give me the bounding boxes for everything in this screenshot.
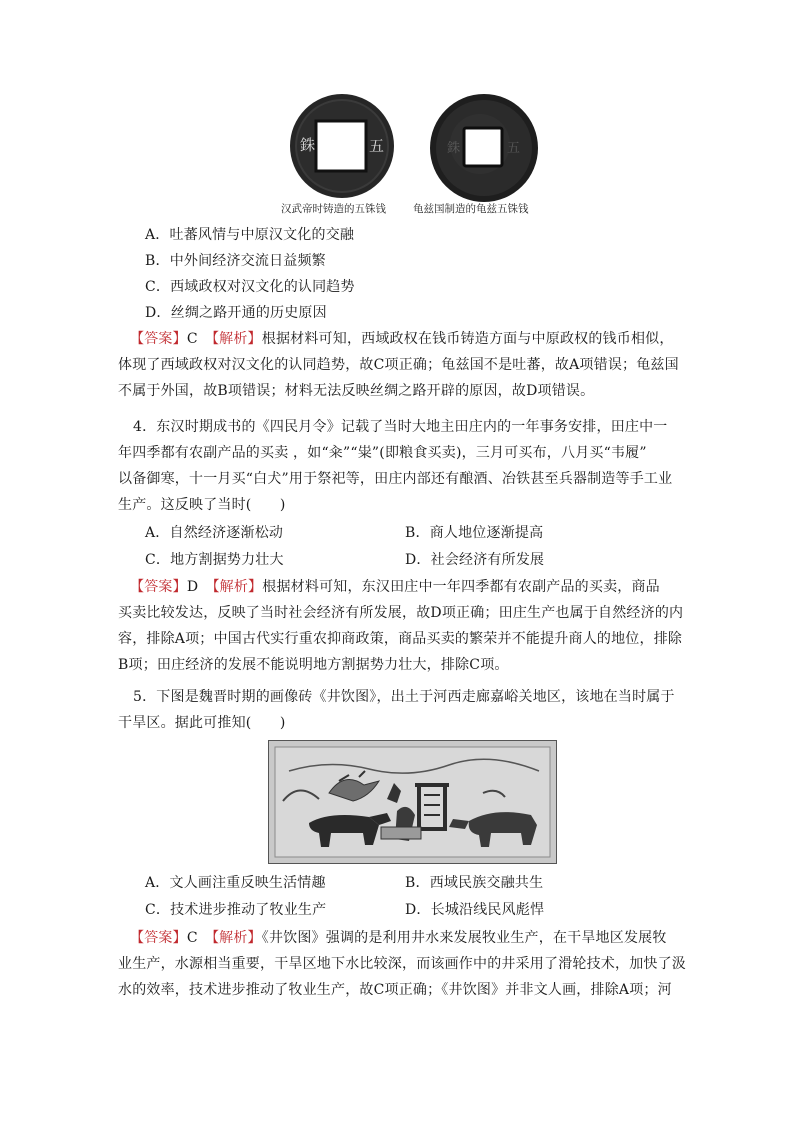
coins-figure: [286, 94, 546, 216]
q4-option-d: D．社会经济有所发展: [405, 552, 545, 568]
q3-answer-value: C: [186, 331, 198, 347]
coin-right-char-a: 銖: [447, 141, 461, 156]
q4-stem-line-1: 4．东汉时期成书的《四民月令》记载了当时大地主田庄内的一年事务安排，田庄中一: [133, 419, 668, 435]
q5-stem-line-1: 5．下图是魏晋时期的画像砖《井饮图》，出土于河西走廊嘉峪关地区，该地在当时属于: [133, 689, 675, 705]
q4-answer-value: D: [186, 579, 199, 595]
q5-analysis-line-1: 《井饮图》强调的是利用井水来发展牧业生产，在干旱地区发展牧: [261, 930, 667, 946]
q3-option-a: A．吐蕃风情与中原汉文化的交融: [145, 227, 355, 243]
q3-option-d: D．丝绸之路开通的历史原因: [145, 305, 327, 321]
coin-left-char-a: 銖: [300, 136, 316, 154]
q5-analysis-line-2: 业生产，水源相当重要，干旱区地下水比较深，而该画作中的井采用了滑轮技术，加快了汲: [118, 956, 686, 972]
qiuci-wuzhu-coin-image: [430, 94, 538, 202]
coin-right-char-b: 五: [507, 141, 521, 156]
q3-option-c: C．西域政权对汉文化的认同趋势: [145, 279, 355, 295]
q5-analysis-line-3: 水的效率，技术进步推动了牧业生产，故C项正确；《井饮图》并非文人画，排除A项；河: [118, 982, 672, 998]
q5-option-a: A．文人画注重反映生活情趣: [145, 875, 326, 891]
q4-analysis-line-3: 容，排除A项；中国古代实行重农抑商政策，商品买卖的繁荣并不能提升商人的地位，排除: [118, 631, 683, 647]
q4-analysis-line-4: B项；田庄经济的发展不能说明地方割据势力壮大，排除C项。: [118, 657, 509, 673]
brick-painting-drawing: [269, 741, 556, 863]
q4-analysis-line-1: 根据材料可知，东汉田庄中一年四季都有农副产品的买卖，商品: [262, 579, 660, 595]
caption-han-coin: 汉武帝时铸造的五铢钱: [281, 203, 386, 215]
caption-qiuci-coin: 龟兹国制造的龟兹五铢钱: [413, 203, 529, 215]
jingyin-tu-brick-painting: [268, 740, 557, 864]
q3-answer-tag: 【答案】: [130, 331, 187, 347]
q4-answer-line: [130, 578, 660, 596]
q3-option-b: B．中外间经济交流日益频繁: [145, 253, 326, 269]
q4-stem-line-2: 年四季都有农副产品的买卖 ，如“籴”“粜”(即粮食买卖)，三月可买布，八月买“韦履”: [118, 445, 647, 461]
q5-option-c: C．技术进步推动了牧业生产: [145, 902, 327, 918]
q5-option-b: B．西域民族交融共生: [405, 875, 544, 891]
han-wuzhu-coin-image: [290, 94, 394, 198]
q3-analysis-line-3: 不属于外国，故B项错误；材料无法反映丝绸之路开辟的原因，故D项错误。: [118, 383, 595, 399]
q4-option-b: B．商人地位逐渐提高: [405, 525, 544, 541]
coin-left-char-b: 五: [369, 137, 385, 155]
q4-analysis-line-2: 买卖比较发达，反映了当时社会经济有所发展，故D项正确；田庄生产也属于自然经济的内: [118, 605, 684, 621]
q4-option-a: A．自然经济逐渐松动: [145, 525, 284, 541]
q4-answer-tag: 【答案】: [130, 579, 187, 595]
q5-answer-value: C: [186, 930, 198, 946]
q5-option-d: D．长城沿线民风彪悍: [405, 902, 545, 918]
q3-answer-line: [130, 330, 674, 348]
q4-stem-line-3: 以备御寒，十一月买“白犬”用于祭祀等，田庄内部还有酿酒、冶铁甚至兵器制造等手工业: [118, 471, 673, 487]
q5-answer-tag: 【答案】: [130, 930, 187, 946]
q4-option-c: C．地方割据势力壮大: [145, 552, 284, 568]
q3-analysis-tag: 【解析】: [211, 331, 262, 347]
q3-analysis-line-2: 体现了西域政权对汉文化的认同趋势，故C项正确；龟兹国不是吐蕃，故A项错误；龟兹国: [118, 357, 679, 373]
q3-analysis-line-1: 根据材料可知，西域政权在钱币铸造方面与中原政权的钱币相似，: [261, 331, 674, 347]
q5-answer-line: [130, 929, 667, 947]
q5-stem-line-2: 干旱区。据此可推知( ): [118, 715, 286, 731]
q5-analysis-tag: 【解析】: [211, 930, 262, 946]
q4-analysis-tag: 【解析】: [212, 579, 263, 595]
q4-stem-line-4: 生产。这反映了当时( ): [118, 497, 286, 513]
